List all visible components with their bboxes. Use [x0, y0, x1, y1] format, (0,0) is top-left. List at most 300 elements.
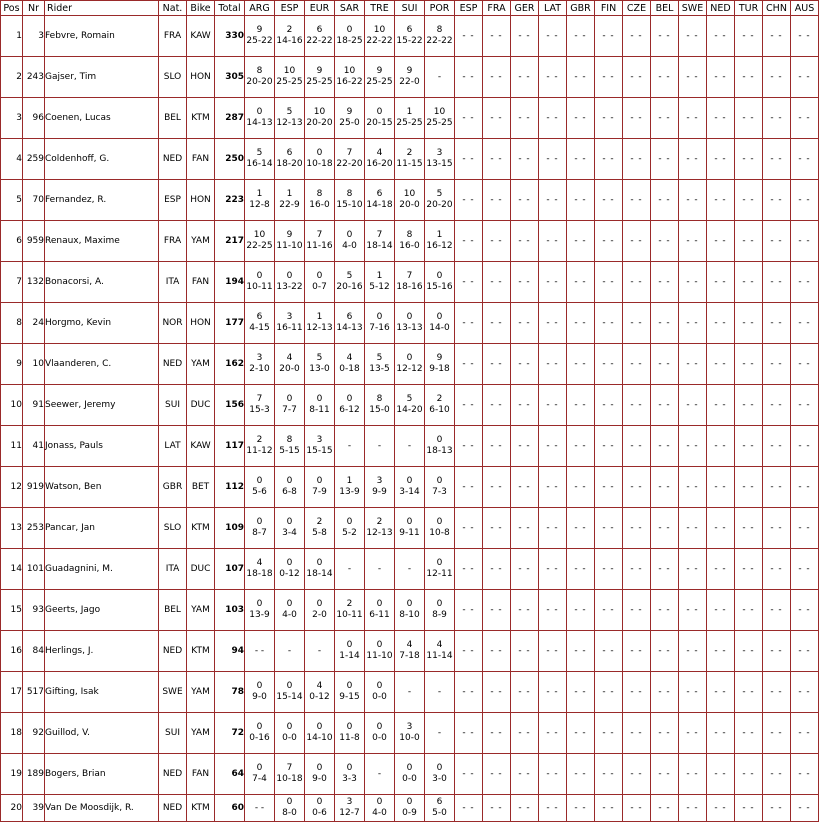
race-result-cell: [305, 57, 335, 98]
future-race-cell: - -: [539, 139, 567, 180]
race-points: 0: [346, 763, 353, 773]
race-result-cell: [395, 549, 425, 590]
race-moto-results: 4-0: [372, 808, 387, 818]
future-race-cell: - -: [679, 754, 707, 795]
future-race-cell: - -: [595, 344, 623, 385]
race-result-cell: [425, 262, 455, 303]
future-race-cell: - -: [735, 16, 763, 57]
future-race-cell: - -: [679, 385, 707, 426]
race-result-cell: [335, 508, 365, 549]
race-result-cell: [305, 508, 335, 549]
race-result-cell: [395, 508, 425, 549]
future-race-cell: - -: [679, 16, 707, 57]
race-points: 5: [286, 107, 293, 117]
race-points: 5: [376, 353, 383, 363]
race-moto-results: 0-6: [312, 808, 327, 818]
race-result-cell: [335, 262, 365, 303]
future-race-cell: - -: [791, 262, 819, 303]
race-points: 0: [256, 271, 263, 281]
race-result-cell: [425, 549, 455, 590]
future-race-cell: - -: [511, 262, 539, 303]
rider-number: 259: [23, 139, 45, 180]
race-result-cell: [335, 385, 365, 426]
future-race-cell: - -: [511, 180, 539, 221]
future-race-cell: - -: [679, 303, 707, 344]
race-result-cell: [245, 98, 275, 139]
rider-nationality: SWE: [159, 672, 187, 713]
race-moto-results: 8-11: [309, 405, 330, 415]
future-race-cell: - -: [455, 508, 483, 549]
race-result-cell: [335, 180, 365, 221]
rider-position: 7: [1, 262, 23, 303]
rider-number: 96: [23, 98, 45, 139]
future-race-cell: - -: [735, 180, 763, 221]
future-race-cell: - -: [791, 754, 819, 795]
race-result-cell: [275, 590, 305, 631]
race-result-cell: [305, 221, 335, 262]
future-race-cell: - -: [735, 139, 763, 180]
race-points: 0: [346, 517, 353, 527]
race-moto-results: 6-10: [429, 405, 450, 415]
future-race-cell: - -: [595, 180, 623, 221]
future-race-cell: - -: [539, 180, 567, 221]
race-result-cell: [365, 590, 395, 631]
race-points: 10: [403, 189, 416, 199]
future-race-cell: - -: [455, 344, 483, 385]
race-result-cell: [275, 508, 305, 549]
header-nr: Nr: [23, 1, 45, 16]
future-race-cell: - -: [483, 631, 511, 672]
future-race-cell: - -: [763, 262, 791, 303]
race-points: 4: [406, 640, 413, 650]
future-race-cell: - -: [735, 508, 763, 549]
table-row: [1, 385, 819, 426]
future-race-cell: - -: [651, 754, 679, 795]
future-race-cell: - -: [763, 426, 791, 467]
future-race-cell: - -: [455, 631, 483, 672]
rider-number: 84: [23, 631, 45, 672]
race-moto-results: 7-18: [399, 651, 420, 661]
future-race-cell: - -: [511, 713, 539, 754]
race-result-cell: [395, 590, 425, 631]
race-moto-results: 15-16: [426, 282, 453, 292]
race-moto-results: -: [407, 686, 412, 697]
future-race-cell: - -: [595, 98, 623, 139]
rider-nationality: GBR: [159, 467, 187, 508]
race-points: 10: [253, 230, 266, 240]
rider-nationality: NED: [159, 631, 187, 672]
race-points: 0: [436, 312, 443, 322]
rider-total-points: 194: [215, 262, 245, 303]
header-future-gbr: GBR: [567, 1, 595, 16]
future-race-cell: - -: [791, 385, 819, 426]
race-result-cell: [335, 139, 365, 180]
header-future-aus: AUS: [791, 1, 819, 16]
future-race-cell: - -: [595, 303, 623, 344]
future-race-cell: - -: [651, 139, 679, 180]
header-rider: Rider: [45, 1, 159, 16]
race-moto-results: 11-8: [339, 733, 360, 743]
rider-bike: YAM: [187, 672, 215, 713]
future-race-cell: - -: [623, 139, 651, 180]
race-points: 8: [286, 435, 293, 445]
future-race-cell: - -: [455, 713, 483, 754]
race-result-cell: [335, 590, 365, 631]
rider-position: 2: [1, 57, 23, 98]
race-moto-results: 25-25: [366, 77, 393, 87]
future-race-cell: - -: [623, 672, 651, 713]
future-race-cell: - -: [539, 795, 567, 822]
future-race-cell: - -: [595, 549, 623, 590]
rider-nationality: NED: [159, 344, 187, 385]
future-race-cell: - -: [791, 672, 819, 713]
future-race-cell: - -: [483, 262, 511, 303]
future-race-cell: - -: [595, 57, 623, 98]
rider-total-points: 156: [215, 385, 245, 426]
race-points: 7: [406, 271, 413, 281]
race-points: 0: [256, 517, 263, 527]
future-race-cell: - -: [651, 549, 679, 590]
rider-position: 16: [1, 631, 23, 672]
race-moto-results: 12-13: [366, 528, 393, 538]
race-points: 9: [376, 66, 383, 76]
rider-name: Geerts, Jago: [45, 590, 159, 631]
future-race-cell: - -: [483, 795, 511, 822]
future-race-cell: - -: [455, 590, 483, 631]
future-race-cell: - -: [567, 344, 595, 385]
race-result-cell: [425, 467, 455, 508]
header-nat: Nat.: [159, 1, 187, 16]
table-row: [1, 508, 819, 549]
race-points: 0: [286, 558, 293, 568]
race-moto-results: 22-22: [306, 36, 333, 46]
race-points: 7: [316, 230, 323, 240]
header-future-swe: SWE: [679, 1, 707, 16]
future-race-cell: - -: [707, 303, 735, 344]
race-moto-results: 16-12: [426, 241, 453, 251]
race-result-cell: [335, 57, 365, 98]
future-race-cell: - -: [791, 16, 819, 57]
race-result-cell: [365, 180, 395, 221]
future-race-cell: - -: [623, 549, 651, 590]
future-race-cell: - -: [595, 262, 623, 303]
race-moto-results: 3-0: [432, 774, 447, 784]
rider-bike: YAM: [187, 590, 215, 631]
race-points: 5: [316, 353, 323, 363]
future-race-cell: - -: [651, 713, 679, 754]
future-race-cell: - -: [763, 221, 791, 262]
future-race-cell: - -: [483, 180, 511, 221]
future-race-cell: - -: [763, 795, 791, 822]
race-result-cell: [365, 98, 395, 139]
future-race-cell: - -: [539, 303, 567, 344]
race-result-cell: [305, 139, 335, 180]
future-race-cell: - -: [539, 467, 567, 508]
race-points: 0: [436, 599, 443, 609]
race-moto-results: 5-15: [279, 446, 300, 456]
race-result-cell: [395, 221, 425, 262]
race-moto-results: 10-11: [336, 610, 363, 620]
future-race-cell: - -: [567, 57, 595, 98]
future-race-cell: - -: [707, 631, 735, 672]
rider-position: 10: [1, 385, 23, 426]
future-race-cell: - -: [707, 795, 735, 822]
race-points: 9: [436, 353, 443, 363]
race-moto-results: 13-15: [426, 159, 453, 169]
header-race-eur: EUR: [305, 1, 335, 16]
rider-total-points: 305: [215, 57, 245, 98]
future-race-cell: - -: [651, 385, 679, 426]
race-result-cell: [305, 426, 335, 467]
future-race-cell: - -: [455, 426, 483, 467]
race-result-cell: [245, 713, 275, 754]
rider-position: 6: [1, 221, 23, 262]
future-race-cell: - -: [623, 344, 651, 385]
race-moto-results: 5-2: [342, 528, 357, 538]
rider-number: 132: [23, 262, 45, 303]
race-points: 8: [406, 230, 413, 240]
future-race-cell: - -: [707, 262, 735, 303]
race-result-cell: [305, 795, 335, 822]
future-race-cell: - -: [707, 57, 735, 98]
future-race-cell: - -: [483, 549, 511, 590]
race-result-cell: [395, 262, 425, 303]
race-moto-results: 6-12: [339, 405, 360, 415]
header-pos: Pos: [1, 1, 23, 16]
future-race-cell: - -: [707, 508, 735, 549]
race-moto-results: 15-3: [249, 405, 270, 415]
race-result-cell: [275, 16, 305, 57]
race-points: 3: [346, 797, 353, 807]
race-moto-results: 7-7: [282, 405, 297, 415]
race-result-cell: [275, 795, 305, 822]
race-moto-results: 14-20: [396, 405, 423, 415]
rider-bike: FAN: [187, 139, 215, 180]
race-moto-results: -: [437, 686, 442, 697]
race-moto-results: 3-14: [399, 487, 420, 497]
race-moto-results: 8-10: [399, 610, 420, 620]
future-race-cell: - -: [483, 754, 511, 795]
race-moto-results: 12-11: [426, 569, 453, 579]
race-moto-results: 14-18: [366, 200, 393, 210]
race-moto-results: 18-16: [396, 282, 423, 292]
future-race-cell: - -: [623, 795, 651, 822]
race-moto-results: 9-18: [429, 364, 450, 374]
race-moto-results: 1-14: [339, 651, 360, 661]
race-moto-results: - -: [254, 645, 265, 656]
race-result-cell: [275, 713, 305, 754]
race-moto-results: 7-9: [312, 487, 327, 497]
future-race-cell: - -: [539, 262, 567, 303]
future-race-cell: - -: [595, 508, 623, 549]
future-race-cell: - -: [455, 672, 483, 713]
future-race-cell: - -: [567, 139, 595, 180]
rider-total-points: 112: [215, 467, 245, 508]
future-race-cell: - -: [651, 631, 679, 672]
race-moto-results: 13-9: [249, 610, 270, 620]
rider-nationality: SUI: [159, 713, 187, 754]
race-result-cell: [275, 139, 305, 180]
future-race-cell: - -: [735, 672, 763, 713]
rider-position: 11: [1, 426, 23, 467]
future-race-cell: - -: [511, 590, 539, 631]
future-race-cell: - -: [707, 221, 735, 262]
rider-number: 517: [23, 672, 45, 713]
rider-position: 9: [1, 344, 23, 385]
race-points: 3: [436, 148, 443, 158]
race-points: 6: [436, 797, 443, 807]
header-race-sui: SUI: [395, 1, 425, 16]
race-result-cell: [425, 426, 455, 467]
rider-name: Seewer, Jeremy: [45, 385, 159, 426]
future-race-cell: - -: [763, 344, 791, 385]
race-points: 3: [406, 722, 413, 732]
future-race-cell: - -: [567, 98, 595, 139]
header-bike: Bike: [187, 1, 215, 16]
race-moto-results: 2-10: [249, 364, 270, 374]
race-points: 3: [316, 435, 323, 445]
race-moto-results: -: [377, 440, 382, 451]
future-race-cell: - -: [791, 426, 819, 467]
table-row: [1, 672, 819, 713]
race-result-cell: [365, 57, 395, 98]
future-race-cell: - -: [455, 262, 483, 303]
race-moto-results: 10-18: [276, 774, 303, 784]
race-result-cell: [425, 344, 455, 385]
rider-bike: KTM: [187, 98, 215, 139]
race-points: 0: [406, 476, 413, 486]
future-race-cell: - -: [651, 344, 679, 385]
future-race-cell: - -: [707, 549, 735, 590]
race-moto-results: 0-0: [372, 692, 387, 702]
race-points: 0: [316, 271, 323, 281]
race-result-cell: [245, 221, 275, 262]
future-race-cell: - -: [595, 713, 623, 754]
race-moto-results: 10-0: [399, 733, 420, 743]
race-points: 0: [316, 763, 323, 773]
future-race-cell: - -: [483, 221, 511, 262]
future-race-cell: - -: [707, 16, 735, 57]
rider-number: 92: [23, 713, 45, 754]
race-result-cell: [425, 795, 455, 822]
future-race-cell: - -: [511, 672, 539, 713]
race-result-cell: [395, 16, 425, 57]
race-result-cell: [245, 549, 275, 590]
header-future-lat: LAT: [539, 1, 567, 16]
race-points: 8: [256, 66, 263, 76]
race-points: 0: [376, 312, 383, 322]
race-moto-results: 15-22: [396, 36, 423, 46]
table-row: [1, 754, 819, 795]
future-race-cell: - -: [483, 467, 511, 508]
race-moto-results: 16-22: [336, 77, 363, 87]
rider-bike: KTM: [187, 795, 215, 822]
race-result-cell: [305, 549, 335, 590]
race-moto-results: 13-0: [309, 364, 330, 374]
race-points: 0: [376, 797, 383, 807]
future-race-cell: - -: [735, 795, 763, 822]
race-result-cell: [245, 344, 275, 385]
future-race-cell: - -: [763, 713, 791, 754]
race-points: 0: [406, 517, 413, 527]
rider-nationality: NOR: [159, 303, 187, 344]
race-moto-results: 14-10: [306, 733, 333, 743]
race-moto-results: 8-0: [282, 808, 297, 818]
future-race-cell: - -: [567, 467, 595, 508]
race-moto-results: 6-8: [282, 487, 297, 497]
race-result-cell: [275, 467, 305, 508]
race-result-cell: [335, 98, 365, 139]
race-moto-results: 0-0: [282, 733, 297, 743]
table-row: [1, 344, 819, 385]
race-moto-results: -: [407, 563, 412, 574]
race-result-cell: [365, 426, 395, 467]
future-race-cell: - -: [763, 180, 791, 221]
rider-nationality: FRA: [159, 221, 187, 262]
race-result-cell: [245, 508, 275, 549]
header-future-cze: CZE: [623, 1, 651, 16]
future-race-cell: - -: [791, 303, 819, 344]
future-race-cell: - -: [567, 795, 595, 822]
race-result-cell: [275, 426, 305, 467]
rider-name: Bonacorsi, A.: [45, 262, 159, 303]
race-result-cell: [335, 713, 365, 754]
rider-number: 243: [23, 57, 45, 98]
future-race-cell: - -: [455, 467, 483, 508]
future-race-cell: - -: [595, 139, 623, 180]
race-result-cell: [335, 221, 365, 262]
race-moto-results: 22-0: [399, 77, 420, 87]
race-moto-results: 25-25: [396, 118, 423, 128]
race-moto-results: 12-12: [396, 364, 423, 374]
race-result-cell: [245, 672, 275, 713]
header-race-esp: ESP: [275, 1, 305, 16]
race-moto-results: 16-20: [366, 159, 393, 169]
race-result-cell: [275, 344, 305, 385]
race-moto-results: -: [347, 440, 352, 451]
race-points: 3: [376, 476, 383, 486]
race-points: 0: [286, 394, 293, 404]
race-points: 0: [286, 517, 293, 527]
race-result-cell: [305, 16, 335, 57]
future-race-cell: - -: [511, 221, 539, 262]
race-result-cell: [305, 467, 335, 508]
future-race-cell: - -: [567, 303, 595, 344]
race-moto-results: -: [317, 645, 322, 656]
race-points: 6: [406, 25, 413, 35]
future-race-cell: - -: [595, 467, 623, 508]
future-race-cell: - -: [455, 385, 483, 426]
race-points: 0: [256, 681, 263, 691]
race-moto-results: 15-14: [276, 692, 303, 702]
race-moto-results: -: [437, 727, 442, 738]
future-race-cell: - -: [511, 385, 539, 426]
race-result-cell: [245, 139, 275, 180]
future-race-cell: - -: [763, 16, 791, 57]
race-points: 0: [346, 722, 353, 732]
rider-nationality: ITA: [159, 262, 187, 303]
rider-number: 24: [23, 303, 45, 344]
future-race-cell: - -: [791, 344, 819, 385]
race-points: 0: [316, 599, 323, 609]
race-moto-results: 15-10: [336, 200, 363, 210]
race-result-cell: [245, 57, 275, 98]
future-race-cell: - -: [567, 590, 595, 631]
race-points: 5: [436, 189, 443, 199]
race-moto-results: 25-25: [426, 118, 453, 128]
rider-nationality: SLO: [159, 57, 187, 98]
future-race-cell: - -: [707, 426, 735, 467]
